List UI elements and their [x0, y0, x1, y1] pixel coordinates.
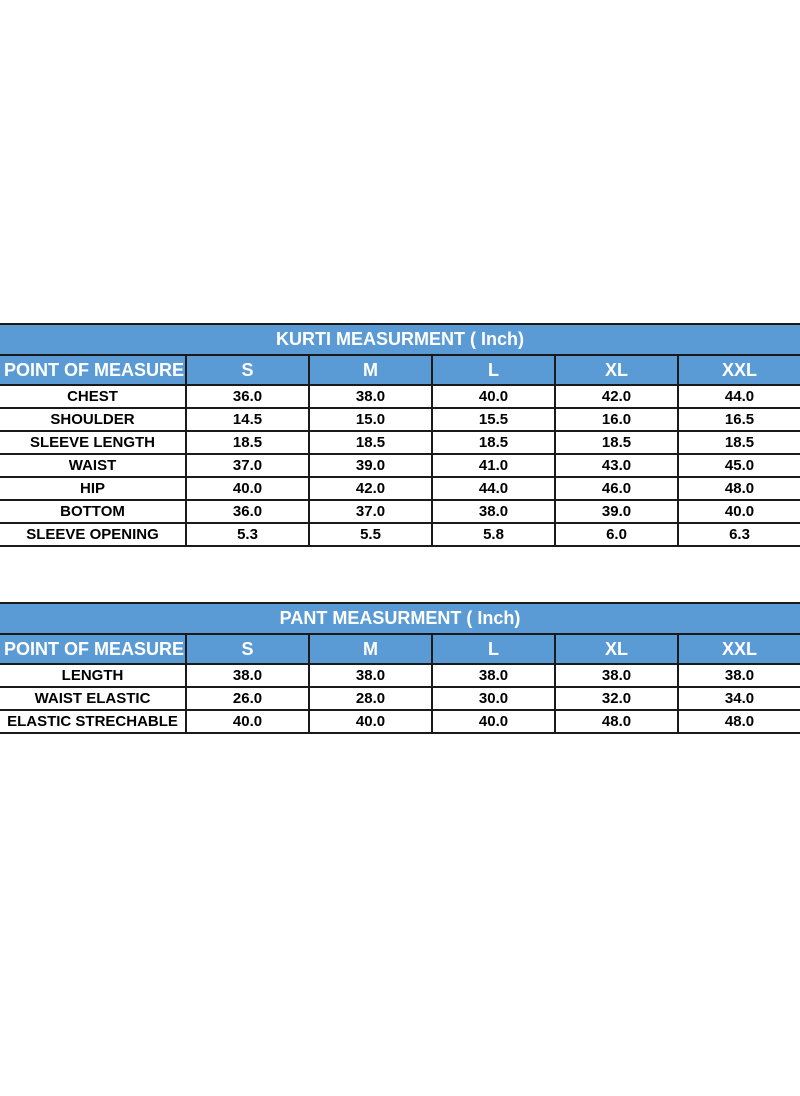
- column-header-point-of-measure: POINT OF MEASURE: [0, 634, 186, 664]
- measure-value-cell: 38.0: [309, 664, 432, 687]
- kurti-header-row: [0, 355, 800, 385]
- measure-label-cell: BOTTOM: [0, 500, 186, 523]
- measure-value-cell: 42.0: [555, 385, 678, 408]
- measure-value-cell: 40.0: [432, 385, 555, 408]
- column-header-s: S: [186, 355, 309, 385]
- table-row: [0, 454, 800, 477]
- measure-value-cell: 43.0: [555, 454, 678, 477]
- measure-value-cell: 44.0: [678, 385, 800, 408]
- measure-label-cell: ELASTIC STRECHABLE: [0, 710, 186, 733]
- measure-value-cell: 44.0: [432, 477, 555, 500]
- column-header-m: M: [309, 355, 432, 385]
- measure-value-cell: 28.0: [309, 687, 432, 710]
- measure-value-cell: 48.0: [678, 710, 800, 733]
- measure-value-cell: 6.0: [555, 523, 678, 546]
- measure-value-cell: 15.0: [309, 408, 432, 431]
- measure-label-cell: HIP: [0, 477, 186, 500]
- column-header-xxl: XXL: [678, 634, 800, 664]
- measure-value-cell: 16.5: [678, 408, 800, 431]
- table-row: [0, 477, 800, 500]
- measure-value-cell: 40.0: [186, 477, 309, 500]
- measure-value-cell: 45.0: [678, 454, 800, 477]
- measure-value-cell: 38.0: [432, 500, 555, 523]
- table-row: [0, 664, 800, 687]
- measure-value-cell: 48.0: [678, 477, 800, 500]
- measure-label-cell: WAIST ELASTIC: [0, 687, 186, 710]
- table-row: [0, 500, 800, 523]
- pant-table-body: [0, 664, 800, 733]
- measure-value-cell: 36.0: [186, 500, 309, 523]
- measure-value-cell: 42.0: [309, 477, 432, 500]
- pant-title-row: [0, 603, 800, 634]
- column-header-xl: XL: [555, 355, 678, 385]
- measure-label-cell: SLEEVE LENGTH: [0, 431, 186, 454]
- measure-value-cell: 46.0: [555, 477, 678, 500]
- measure-value-cell: 30.0: [432, 687, 555, 710]
- measure-label-cell: LENGTH: [0, 664, 186, 687]
- measure-label-cell: SHOULDER: [0, 408, 186, 431]
- measure-value-cell: 18.5: [186, 431, 309, 454]
- measure-value-cell: 38.0: [432, 664, 555, 687]
- table-row: [0, 687, 800, 710]
- measure-value-cell: 14.5: [186, 408, 309, 431]
- pant-table-title: PANT MEASURMENT ( Inch): [0, 603, 800, 634]
- pant-measurement-table: [0, 602, 800, 734]
- measure-value-cell: 34.0: [678, 687, 800, 710]
- measure-value-cell: 32.0: [555, 687, 678, 710]
- measure-label-cell: WAIST: [0, 454, 186, 477]
- measure-value-cell: 38.0: [309, 385, 432, 408]
- measure-value-cell: 18.5: [432, 431, 555, 454]
- measure-label-cell: SLEEVE OPENING: [0, 523, 186, 546]
- measure-value-cell: 38.0: [678, 664, 800, 687]
- table-row: [0, 523, 800, 546]
- measure-value-cell: 5.5: [309, 523, 432, 546]
- measure-value-cell: 26.0: [186, 687, 309, 710]
- column-header-l: L: [432, 355, 555, 385]
- measure-value-cell: 48.0: [555, 710, 678, 733]
- measure-label-cell: CHEST: [0, 385, 186, 408]
- kurti-measurement-table: [0, 323, 800, 547]
- measure-value-cell: 18.5: [555, 431, 678, 454]
- table-row: [0, 431, 800, 454]
- column-header-m: M: [309, 634, 432, 664]
- kurti-title-row: [0, 324, 800, 355]
- table-row: [0, 385, 800, 408]
- measure-value-cell: 6.3: [678, 523, 800, 546]
- pant-header-row: [0, 634, 800, 664]
- column-header-xxl: XXL: [678, 355, 800, 385]
- measure-value-cell: 40.0: [678, 500, 800, 523]
- measure-value-cell: 40.0: [186, 710, 309, 733]
- table-row: [0, 408, 800, 431]
- measure-value-cell: 38.0: [186, 664, 309, 687]
- column-header-s: S: [186, 634, 309, 664]
- measure-value-cell: 37.0: [309, 500, 432, 523]
- measure-value-cell: 36.0: [186, 385, 309, 408]
- measure-value-cell: 18.5: [678, 431, 800, 454]
- measure-value-cell: 38.0: [555, 664, 678, 687]
- measure-value-cell: 39.0: [555, 500, 678, 523]
- measure-value-cell: 37.0: [186, 454, 309, 477]
- measure-value-cell: 40.0: [309, 710, 432, 733]
- measure-value-cell: 18.5: [309, 431, 432, 454]
- column-header-point-of-measure: POINT OF MEASURE: [0, 355, 186, 385]
- column-header-xl: XL: [555, 634, 678, 664]
- column-header-l: L: [432, 634, 555, 664]
- measure-value-cell: 15.5: [432, 408, 555, 431]
- measure-value-cell: 16.0: [555, 408, 678, 431]
- kurti-table-title: KURTI MEASURMENT ( Inch): [0, 324, 800, 355]
- table-row: [0, 710, 800, 733]
- measure-value-cell: 5.8: [432, 523, 555, 546]
- measure-value-cell: 40.0: [432, 710, 555, 733]
- measure-value-cell: 41.0: [432, 454, 555, 477]
- measure-value-cell: 5.3: [186, 523, 309, 546]
- kurti-table-body: [0, 385, 800, 546]
- measure-value-cell: 39.0: [309, 454, 432, 477]
